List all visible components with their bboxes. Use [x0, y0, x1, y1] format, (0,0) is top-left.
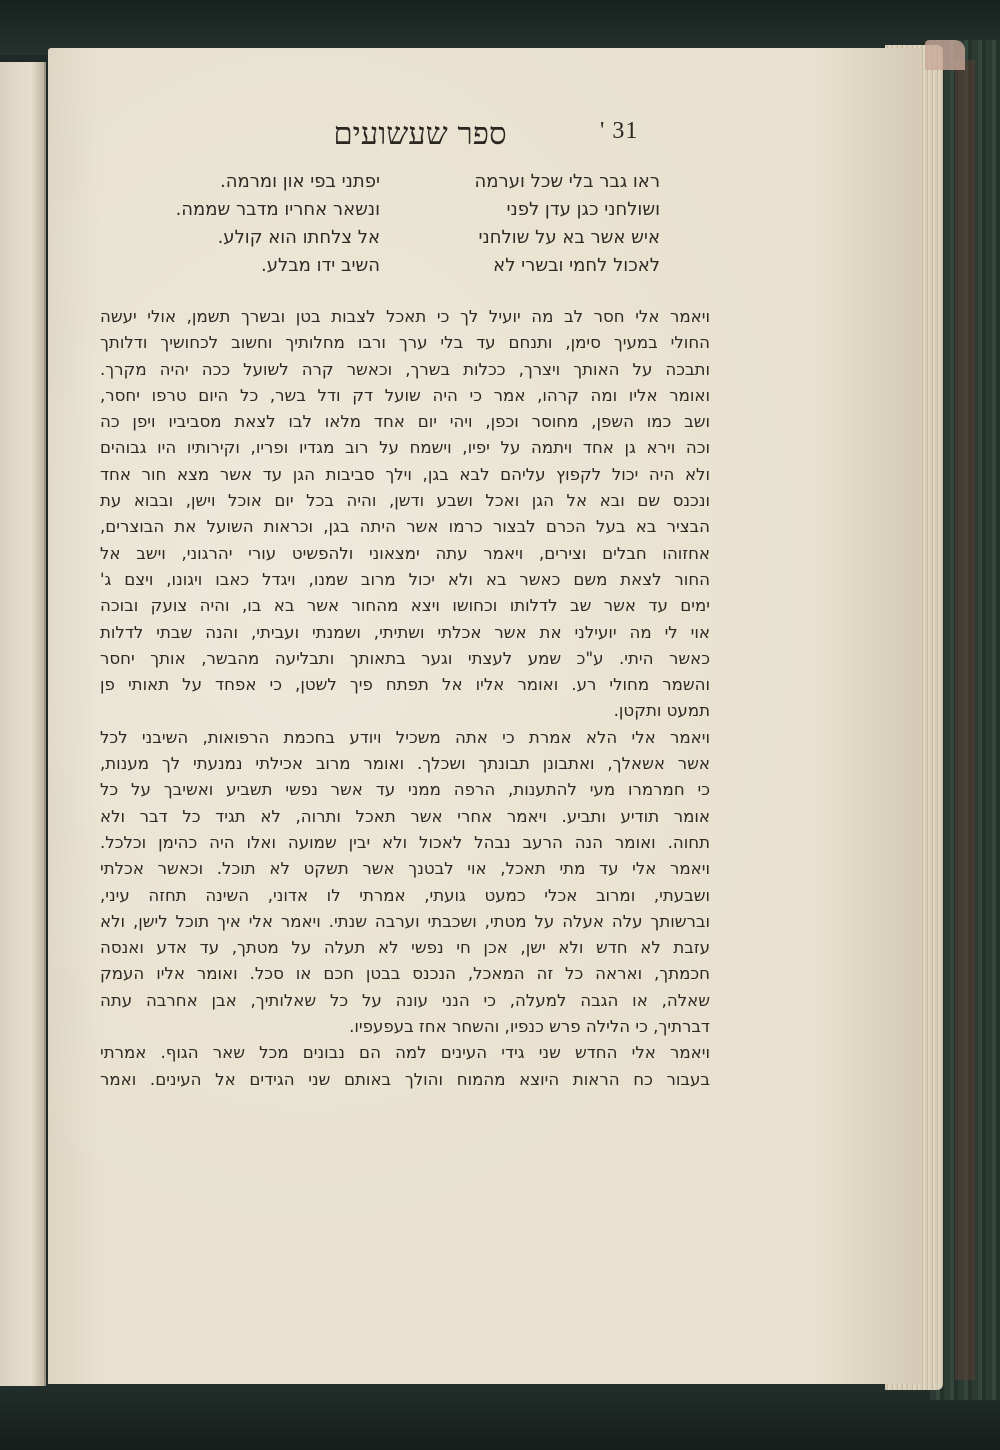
text-line: ונכנס שם ובא אל הגן ואכל ושבע ודשן, והיה בכל יום אוכל וישן, ובבוא עת [100, 491, 710, 511]
text-line: ואומר אליו ומה קרהו, אמר כי היה שועל דק ודל בשר, כל היום טרפו יחסר, [100, 385, 710, 405]
text-line: כי חמרמרו מעי להתענות, הרפה ממני עד אשר נפשי תשביע ואשיבך על כל [100, 780, 710, 800]
text-line: וברשותך עלה אעלה על מטתי, ושכבתי וערבה שנתי. ויאמר אלי איך תוכל לישן, ולא [100, 911, 710, 931]
page-number: ' 31 [600, 118, 639, 144]
text-line: אשר אשאלך, ואתבונן תבונתך ושכלך. ואומר מרוב אכילתי נמנעתי לך מענות, [100, 754, 710, 774]
text-line: ויאמר אלי החדש שני גידי העינים למה הם נבונים מכל שאר הגוף. אמרתי [100, 1043, 710, 1063]
text-line: כאשר היתי. ע"כ שמע לעצתי וגער בתאותך ותבליעה מהבשר, אותך יחסר [100, 648, 710, 668]
text-line: הבציר בא בעל הכרם לבצור כרמו אשר היתה בגן, וכראות השועל את הבוצרים, [100, 517, 710, 537]
text-line: ותבכה על האותך ויצרך, ככלות בשרך, וכאשר קרה לשועל ככה יהיה מקרך. [100, 359, 710, 379]
text-line: ויאמר אלי חסר לב מה יועיל לך כי תאכל לצבות בטן ובשרך תשמן, אולי יעשה [100, 307, 710, 326]
text-line: ויאמר אלי הלא אמרת כי אתה משכיל ויודע בחכמת הרפואות, השיבני לכל [100, 727, 710, 747]
text-line: וכה וירא גן אחד ויתמה על יפיו, וישמח על רוב מגדיו ופריו, וקירותיו היו גבוהים [100, 438, 710, 458]
verse-column-left [140, 168, 380, 280]
text-line: תמעט ותקטן. [613, 701, 710, 721]
book-cover-bottom [0, 1380, 1000, 1450]
text-line: והשמר מחולי רע. ואומר אליו אל תפתח פיך לשטן, כי אפחד על תאותי פן [100, 675, 710, 695]
text-line: דברתיך, כי הלילה פרש כנפיו, והשחר אחז בעפעפיו. [349, 1017, 710, 1037]
verse-line: אל צלחתו הוא קולע. [217, 227, 380, 248]
verse-line: לאכול לחמי ובשרי לא [493, 255, 660, 276]
text-line: ושבעתי, ומרוב אכלי כמעט גועתי, אמרתי לו אדוני, השינה תחזה עיני, [100, 885, 710, 905]
text-line: בעבור כח הראות היוצא מהמוח והולך באותם שני הגידים אל העינים. ואמר [100, 1069, 710, 1089]
text-line: ויאמר אלי עד מתי תאכל, אוי לבטנך אשר תשקט לא תוכל. וכאשר אכלתי [100, 859, 710, 879]
body-text [100, 304, 710, 1093]
text-line: תחוה. ואומר הנה הרעב נבהל לאכול ולא יבין שמועה ואלו היה כהימן וכלכל. [100, 832, 710, 852]
running-title: ספר שעשועים [333, 116, 507, 152]
verse-line: השיב ידו מבלע. [261, 255, 380, 276]
spine-cloth [955, 60, 975, 1380]
text-line: אוי לי מה יועילני את אשר אכלתי ושתיתי, ושמנתי ועביתי, והנה שבתי לדלות [100, 622, 710, 642]
text-line: החור לצאת משם כאשר בא ולא יכול מרוב שמנו, ויגדל כאבו ויגונו, ויצם ג' [100, 569, 710, 589]
verse-line: ושולחני כגן עדן לפני [506, 199, 660, 220]
text-line: ולא היה יכול לקפוץ עליהם לבא בגן, וילך סביבות הגן עד אשר מצא חור אחד [100, 464, 710, 484]
verse-line: ונשאר אחריו מדבר שממה. [175, 199, 380, 220]
facing-page-edge [0, 62, 46, 1386]
verse-line: ראו גבר בלי שכל וערמה [474, 171, 660, 192]
text-line: אומר תודיע ותביע. ויאמר אחרי אשר תאכל ותרוה, לא תגיד כל דבר ולא [100, 806, 710, 826]
text-line: חכמתך, ואראה כל זה המאכל, הנכנס בבטן חכם או סכל. ואומר אליו העמק [100, 964, 710, 984]
verse-column-right [440, 168, 660, 280]
text-line: אחזוהו חבלים וצירים, ויאמר עתה ימצאוני ולהפשיט עורי יהרגוני, וישב אל [100, 543, 710, 563]
verse-line: יפתני בפי און ומרמה. [219, 171, 380, 192]
text-line: ושב כמו השפן, מחוסר וכפן, ויהי יום אחד מלאו לבו לצאת מסביביו ויפן כה [100, 412, 710, 432]
text-line: החולי במעיך סימן, ותנחם עד בלי ערך ורבו מחלותיך וחשוב לכחושיך ודלותך [100, 333, 710, 353]
text-line: עזבת לא חדש ולא ישן, אכן חי נפשי לא תעלה על מטתך, עד אדע ואנסה [100, 938, 710, 958]
book-cover-top [0, 0, 1000, 55]
verse-line: איש אשר בא על שולחני [478, 227, 660, 248]
text-line: ימים עד אשר שב לדלותו וכחושו ויצא מהחור אשר בא בו, והיה צועק ובוכה [100, 596, 710, 616]
worn-corner [925, 40, 965, 70]
text-line: שאלה, או הגבה למעלה, כי הנני עונה על כל שאלותיך, אבן אחרבה עתה [100, 990, 710, 1010]
